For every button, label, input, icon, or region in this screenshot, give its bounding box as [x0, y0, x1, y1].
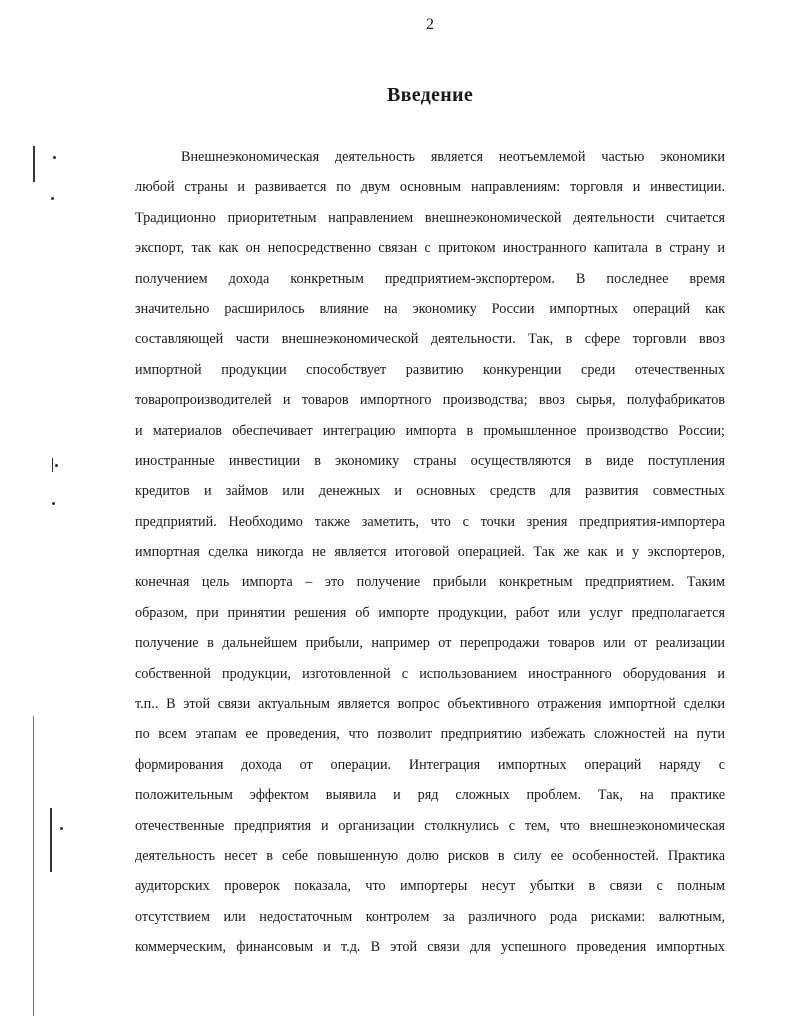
text-line: т.п.. В этой связи актуальным является вопрос объективного отражения импортной сделки: [135, 696, 725, 713]
text-line: получением дохода конкретным предприятием-экспортером. В последнее время: [135, 270, 725, 287]
text-line: собственной продукции, изготовленной с использованием иностранного оборудования и: [135, 665, 725, 682]
text-line: иностранные инвестиции в экономику страны осуществляются в виде поступления: [135, 452, 725, 469]
scan-artifact-line: [33, 146, 35, 182]
scan-artifact-dot: [52, 502, 55, 505]
section-title: Введение: [386, 84, 474, 106]
scan-artifact-dot: [51, 197, 54, 200]
text-line: составляющей части внешнеэкономической деятельности. Так, в сфере торговли ввоз: [135, 331, 725, 348]
text-line: кредитов и займов или денежных и основных средств для развития совместных: [135, 483, 725, 500]
text-line: отсутствием или недостаточным контролем за различного рода рисками: валютным,: [135, 908, 725, 925]
text-line: деятельность несет в себе повышенную долю рисков в силу ее особенностей. Практика: [135, 847, 725, 864]
scan-artifact-line: [33, 716, 34, 1016]
text-line: значительно расширилось влияние на экономику России импортных операций как: [135, 300, 725, 317]
body-paragraph: [135, 142, 725, 963]
text-line: предприятий. Необходимо также заметить, что с точки зрения предприятия-импортера: [135, 513, 725, 530]
text-line: формирования дохода от операции. Интеграция импортных операций наряду с: [135, 756, 725, 773]
text-line: импортная сделка никогда не является итоговой операцией. Так же как и у экспортеров,: [135, 544, 725, 561]
text-line: положительным эффектом выявила и ряд сложных проблем. Так, на практике: [135, 787, 725, 804]
page-number: 2: [426, 16, 434, 33]
text-line: товаропроизводителей и товаров импортного производства; ввоз сырья, полуфабрикатов: [135, 392, 725, 409]
text-line: отечественные предприятия и организации столкнулись с тем, что внешнеэкономическая: [135, 817, 725, 834]
scan-artifact-dot: [55, 464, 58, 467]
text-line: образом, при принятии решения об импорте продукции, работ или услуг предполагается: [135, 604, 725, 621]
text-line: получение в дальнейшем прибыли, например от перепродажи товаров или от реализации: [135, 635, 725, 652]
text-line: по всем этапам ее проведения, что позволит предприятию избежать сложностей на пути: [135, 726, 725, 743]
text-line: любой страны и развивается по двум основным направлениям: торговля и инвестиции.: [135, 179, 725, 196]
text-line: Внешнеэкономическая деятельность является неотъемлемой частью экономики: [181, 149, 725, 165]
text-line: импортной продукции способствует развитию конкуренции среди отечественных: [135, 361, 725, 378]
text-line: конечная цель импорта – это получение прибыли конкретным предприятием. Таким: [135, 574, 725, 591]
text-line: и материалов обеспечивает интеграцию импорта в промышленное производство России;: [135, 422, 725, 439]
scan-artifact-dot: [53, 156, 56, 159]
text-line: экспорт, так как он непосредственно связан с притоком иностранного капитала в страну и: [135, 240, 725, 257]
scan-artifact-dot: [60, 827, 63, 830]
scan-artifact-line: [52, 458, 53, 472]
text-line: коммерческим, финансовым и т.д. В этой связи для успешного проведения импортных: [135, 939, 725, 956]
text-line: Традиционно приоритетным направлением внешнеэкономической деятельности считается: [135, 209, 725, 226]
scan-artifact-line: [50, 808, 52, 872]
text-line: аудиторских проверок показала, что импортеры несут убытки в связи с полным: [135, 878, 725, 895]
